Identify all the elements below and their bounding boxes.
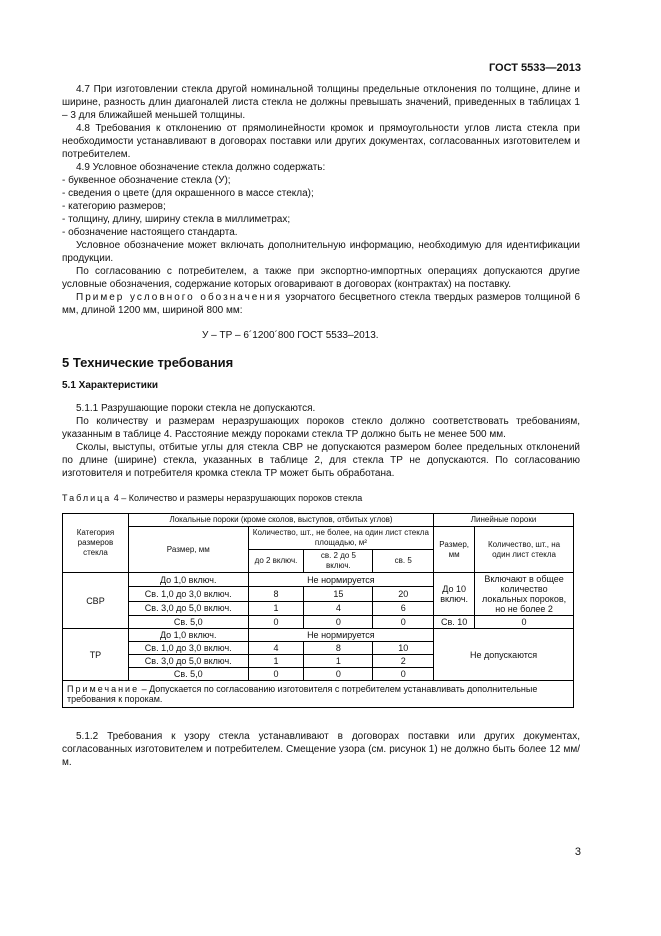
- document-header: ГОСТ 5533—2013: [488, 62, 581, 74]
- cell-value: 10: [373, 642, 434, 655]
- table-header-row: [63, 514, 574, 527]
- cell-not-normed: Не нормируется: [248, 629, 434, 642]
- cell-value: 0: [373, 616, 434, 629]
- cell-value: 0: [248, 616, 304, 629]
- header-size: Размер, мм: [128, 527, 248, 573]
- header-linear-count: Количество, шт., на один лист стекла: [475, 527, 574, 573]
- cell-linear-size: До 10 включ.: [434, 573, 475, 616]
- cell-value: 0: [304, 616, 373, 629]
- list-item: - буквенное обозначение стекла (У);: [62, 175, 231, 186]
- page-number: 3: [574, 846, 581, 858]
- cell-value: 20: [373, 587, 434, 601]
- table-caption-label: Таблица: [62, 493, 112, 503]
- paragraph-4-9: 4.9 Условное обозначение стекла должно содержать:: [76, 162, 326, 173]
- paragraph-5-1-1: 5.1.1 Разрушающие пороки стекла не допускаются.: [76, 403, 316, 414]
- paragraph-5-1-2: 5.1.2 Требования к узору стекла устанавливают в договорах поставки или других документах, согласованных изготовителем и потребителем. Смещение узора (см. рисунок 1) не должно быть более 12 мм/м.: [62, 731, 580, 768]
- header-area-2: св. 2 до 5 включ.: [304, 550, 373, 573]
- table-note-row: [63, 681, 574, 708]
- category-svr: СВР: [63, 573, 129, 629]
- designation-formula: У – ТР – 6´1200´800 ГОСТ 5533–2013.: [202, 330, 379, 341]
- list-item: - категорию размеров;: [62, 201, 166, 212]
- cell-value: 8: [304, 642, 373, 655]
- category-tr: ТР: [63, 629, 129, 681]
- paragraph-chips: Сколы, выступы, отбитые углы для стекла СВР не допускаются размером более предельных отклонений по длине (ширине) стекла, указанных в таблице 2, для стекла ТР не допускаются. По согласованию изготовителя и потребителя кромка стекла ТР может быть обработана.: [62, 442, 580, 479]
- cell-size: До 1,0 включ.: [128, 573, 248, 587]
- cell-value: 0: [304, 668, 373, 681]
- header-area-1: до 2 включ.: [248, 550, 304, 573]
- cell-size: Св. 5,0: [128, 668, 248, 681]
- example-label: Пример условного обозначения: [76, 292, 282, 303]
- cell-value: 0: [248, 668, 304, 681]
- list-item: - сведения о цвете (для окрашенного в массе стекла);: [62, 188, 314, 199]
- table-row: [63, 573, 574, 587]
- cell-value: 6: [373, 601, 434, 615]
- cell-size: До 1,0 включ.: [128, 629, 248, 642]
- table-4: [62, 513, 574, 708]
- cell-value: 0: [373, 668, 434, 681]
- cell-value: 2: [373, 655, 434, 668]
- cell-value: 1: [248, 655, 304, 668]
- cell-value: 1: [248, 601, 304, 615]
- paragraph-4-8: 4.8 Требования к отклонению от прямолинейности кромок и прямоугольности углов листа стекла при необходимости устанавливают в договорах поставки или других документах, согласованных изготовителем и потребителем.: [62, 123, 580, 160]
- list-item: - толщину, длину, ширину стекла в миллиметрах;: [62, 214, 291, 225]
- cell-value: 8: [248, 587, 304, 601]
- table-header-row: [63, 527, 574, 550]
- cell-linear-count: 0: [475, 616, 574, 629]
- example-paragraph: [62, 291, 580, 317]
- paragraph-conditional: Условное обозначение может включать дополнительную информацию, необходимую для идентификации продукции.: [62, 240, 580, 264]
- table-row: [63, 616, 574, 629]
- section-5-title: 5 Технические требования: [62, 355, 234, 370]
- paragraph-quantity: По количеству и размерам неразрушающих пороков стекло должно соответствовать требованиям, указанным в таблице 4. Расстояние между пороками стекла ТР должно быть не менее 500 мм.: [62, 416, 580, 440]
- cell-size: Св. 1,0 до 3,0 включ.: [128, 587, 248, 601]
- cell-value: 15: [304, 587, 373, 601]
- paragraph-4-7: 4.7 При изготовлении стекла другой номинальной толщины предельные отклонения по толщине, длине и ширине, разность длин диагоналей листа стекла не должны превышать значений, приведенных в таблицах 1 – 3 для ближайшей меньшей толщины.: [62, 84, 580, 121]
- note-label: Примечание: [67, 684, 140, 694]
- cell-size: Св. 3,0 до 5,0 включ.: [128, 601, 248, 615]
- cell-size: Св. 5,0: [128, 616, 248, 629]
- paragraph-agreement: По согласованию с потребителем, а также при экспортно-импортных операциях допускаются другие условные обозначения, содержание которых оговаривают в договорах (контрактах) на поставку.: [62, 266, 580, 290]
- cell-not-normed: Не нормируется: [248, 573, 434, 587]
- page-content: [62, 83, 580, 769]
- table-row: [63, 629, 574, 642]
- cell-size: Св. 1,0 до 3,0 включ.: [128, 642, 248, 655]
- header-area-3: св. 5: [373, 550, 434, 573]
- table-caption-text: 4 – Количество и размеры неразрушающих пороков стекла: [111, 493, 363, 503]
- header-linear-defects: Линейные пороки: [434, 514, 574, 527]
- table-4-caption: [62, 492, 580, 505]
- cell-linear-size: Св. 10: [434, 616, 475, 629]
- cell-value: 4: [248, 642, 304, 655]
- note-text: – Допускается по согласованию изготовителя с потребителем устанавливать дополнительные требования к порокам.: [67, 684, 538, 704]
- header-category: Категория размеров стекла: [63, 514, 129, 573]
- header-local-defects: Локальные пороки (кроме сколов, выступов, отбитых углов): [128, 514, 433, 527]
- example-text: узорчатого бесцветного стекла твердых размеров толщиной 6 мм, длиной 1200 мм, шириной 800 мм:: [62, 292, 581, 316]
- cell-linear-not-allowed: Не допускаются: [434, 629, 574, 681]
- list-item: - обозначение настоящего стандарта.: [62, 227, 238, 238]
- table-note: [63, 681, 574, 708]
- header-count-area: Количество, шт., не более, на один лист стекла площадью, м²: [248, 527, 434, 550]
- header-linear-size: Размер, мм: [434, 527, 475, 573]
- subsection-5-1-title: 5.1 Характеристики: [62, 380, 159, 391]
- cell-size: Св. 3,0 до 5,0 включ.: [128, 655, 248, 668]
- cell-linear-count: Включают в общее количество локальных пороков, но не более 2: [475, 573, 574, 616]
- cell-value: 4: [304, 601, 373, 615]
- cell-value: 1: [304, 655, 373, 668]
